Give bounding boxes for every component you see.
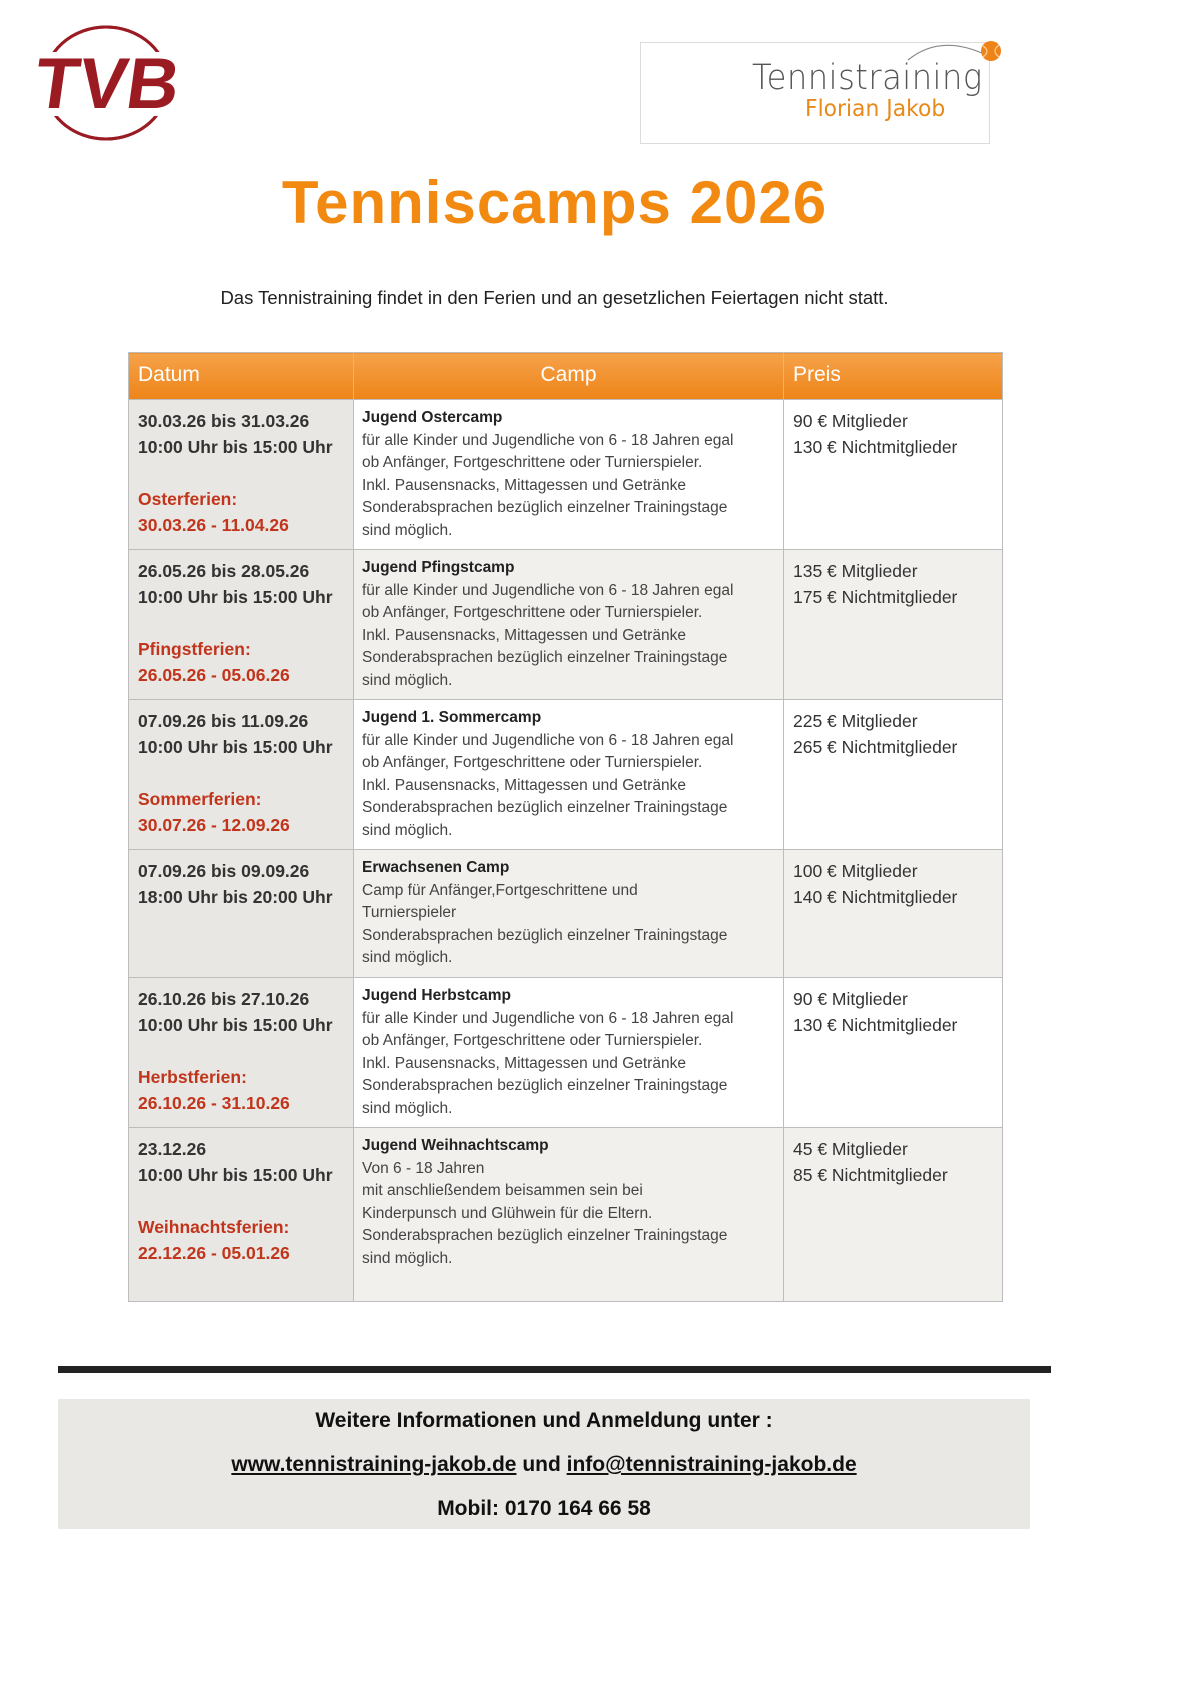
table-row xyxy=(129,550,1003,700)
footer-conjunction: und xyxy=(522,1453,561,1476)
camp-time: 18:00 Uhr bis 20:00 Uhr xyxy=(138,887,333,907)
camp-line: Von 6 - 18 Jahren xyxy=(362,1159,485,1177)
camp-name: Jugend 1. Sommercamp xyxy=(362,709,542,726)
camp-line: sind möglich. xyxy=(362,1249,453,1267)
camp-cell xyxy=(354,550,784,700)
camp-line: ob Anfänger, Fortgeschrittene oder Turnierspieler. xyxy=(362,1032,703,1049)
price-members: 225 € Mitglieder xyxy=(793,711,918,731)
price-non-members: 85 € Nichtmitglieder xyxy=(793,1165,948,1185)
footer-contact-line xyxy=(58,1453,1030,1477)
camp-cell xyxy=(354,978,784,1128)
brand-name: Tennistraining xyxy=(752,58,983,98)
price-cell xyxy=(784,400,1003,550)
camp-cell xyxy=(354,1128,784,1302)
camp-line: Sonderabsprachen bezüglich einzelner Trainingstage xyxy=(362,1227,728,1244)
tvb-logo-text: TVB xyxy=(29,44,185,124)
holiday-range: 26.10.26 - 31.10.26 xyxy=(138,1093,290,1113)
camp-date: 26.10.26 bis 27.10.26 xyxy=(138,989,310,1009)
camps-table xyxy=(128,352,1003,1302)
camp-time: 10:00 Uhr bis 15:00 Uhr xyxy=(138,1015,333,1035)
table-row xyxy=(129,700,1003,850)
price-non-members: 130 € Nichtmitglieder xyxy=(793,1015,958,1035)
table-row xyxy=(129,400,1003,550)
column-header-camp: Camp xyxy=(354,353,784,400)
price-cell xyxy=(784,1128,1003,1302)
camp-line: Sonderabsprachen bezüglich einzelner Trainingstage xyxy=(362,1077,728,1094)
camp-line: sind möglich. xyxy=(362,1099,453,1117)
price-non-members: 140 € Nichtmitglieder xyxy=(793,887,958,907)
camp-date: 30.03.26 bis 31.03.26 xyxy=(138,411,310,431)
table-row xyxy=(129,1128,1003,1302)
camp-line: für alle Kinder und Jugendliche von 6 - 18 Jahren egal xyxy=(362,1009,734,1027)
camp-line: Camp für Anfänger,Fortgeschrittene und xyxy=(362,881,638,899)
camp-name: Jugend Weihnachtscamp xyxy=(362,1137,549,1154)
table-row xyxy=(129,978,1003,1128)
footer-info-box xyxy=(58,1399,1030,1529)
camp-cell xyxy=(354,700,784,850)
camp-line: sind möglich. xyxy=(362,521,453,539)
camp-name: Jugend Herbstcamp xyxy=(362,987,512,1004)
camp-line: Sonderabsprachen bezüglich einzelner Trainingstage xyxy=(362,926,728,944)
price-cell xyxy=(784,978,1003,1128)
holiday-label: Weihnachtsferien: xyxy=(138,1217,290,1237)
date-cell xyxy=(129,978,354,1128)
camp-line: für alle Kinder und Jugendliche von 6 - 18 Jahren egal xyxy=(362,731,734,749)
holiday-label: Pfingstferien: xyxy=(138,639,251,659)
email-link[interactable]: info@tennistraining-jakob.de xyxy=(566,1453,857,1476)
price-non-members: 130 € Nichtmitglieder xyxy=(793,437,958,457)
table-header-row xyxy=(129,353,1003,400)
date-cell xyxy=(129,700,354,850)
price-cell xyxy=(784,550,1003,700)
holiday-range: 22.12.26 - 05.01.26 xyxy=(138,1243,290,1263)
price-members: 45 € Mitglieder xyxy=(793,1139,908,1159)
camp-line: Sonderabsprachen bezüglich einzelner Trainingstage xyxy=(362,649,728,666)
brand-subtitle: Florian Jakob xyxy=(805,96,946,122)
price-non-members: 175 € Nichtmitglieder xyxy=(793,587,958,607)
table-row xyxy=(129,850,1003,978)
camp-line: sind möglich. xyxy=(362,821,453,839)
camp-line: sind möglich. xyxy=(362,671,453,689)
camp-line: Sonderabsprachen bezüglich einzelner Trainingstage xyxy=(362,499,728,516)
holiday-range: 30.07.26 - 12.09.26 xyxy=(138,815,290,835)
camp-date: 23.12.26 xyxy=(138,1139,207,1159)
camp-date: 26.05.26 bis 28.05.26 xyxy=(138,561,310,581)
camp-line: Inkl. Pausensnacks, Mittagessen und Getränke xyxy=(362,1054,686,1072)
footer-heading: Weitere Informationen und Anmeldung unter : xyxy=(315,1409,773,1432)
camp-time: 10:00 Uhr bis 15:00 Uhr xyxy=(138,437,333,457)
holiday-label: Herbstferien: xyxy=(138,1067,247,1087)
camp-line: Kinderpunsch und Glühwein für die Eltern. xyxy=(362,1204,653,1222)
price-members: 100 € Mitglieder xyxy=(793,861,918,881)
camp-time: 10:00 Uhr bis 15:00 Uhr xyxy=(138,587,333,607)
camp-line: Sonderabsprachen bezüglich einzelner Trainingstage xyxy=(362,799,728,816)
holiday-range: 30.03.26 - 11.04.26 xyxy=(138,515,289,535)
camp-time: 10:00 Uhr bis 15:00 Uhr xyxy=(138,1165,333,1185)
date-cell xyxy=(129,1128,354,1302)
camp-cell xyxy=(354,400,784,550)
holiday-label: Osterferien: xyxy=(138,489,238,509)
price-cell xyxy=(784,700,1003,850)
camp-line: mit anschließendem beisammen sein bei xyxy=(362,1182,643,1199)
website-link[interactable]: www.tennistraining-jakob.de xyxy=(231,1453,517,1476)
tennistraining-logo xyxy=(640,40,1002,144)
camp-line: ob Anfänger, Fortgeschrittene oder Turnierspieler. xyxy=(362,454,703,471)
camp-line: sind möglich. xyxy=(362,949,453,966)
footer-divider xyxy=(58,1366,1051,1373)
camp-line: Inkl. Pausensnacks, Mittagessen und Getränke xyxy=(362,476,686,494)
camp-name: Erwachsenen Camp xyxy=(362,859,510,876)
tennis-ball-icon xyxy=(980,40,1002,62)
camp-line: für alle Kinder und Jugendliche von 6 - 18 Jahren egal xyxy=(362,431,734,449)
price-members: 90 € Mitglieder xyxy=(793,989,908,1009)
holiday-label: Sommerferien: xyxy=(138,789,262,809)
camp-line: Inkl. Pausensnacks, Mittagessen und Getränke xyxy=(362,626,686,644)
camp-time: 10:00 Uhr bis 15:00 Uhr xyxy=(138,737,333,757)
camp-name: Jugend Ostercamp xyxy=(362,409,503,426)
date-cell xyxy=(129,850,354,978)
holiday-range: 26.05.26 - 05.06.26 xyxy=(138,665,290,685)
price-members: 135 € Mitglieder xyxy=(793,561,918,581)
camp-date: 07.09.26 bis 09.09.26 xyxy=(138,861,310,881)
camp-cell xyxy=(354,850,784,978)
tvb-logo xyxy=(22,22,190,144)
price-members: 90 € Mitglieder xyxy=(793,411,908,431)
camp-line: Turnierspieler xyxy=(362,904,457,921)
camp-name: Jugend Pfingstcamp xyxy=(362,559,515,576)
camp-date: 07.09.26 bis 11.09.26 xyxy=(138,711,309,731)
price-non-members: 265 € Nichtmitglieder xyxy=(793,737,958,757)
page-title: Tenniscamps 2026 xyxy=(281,169,828,236)
camp-line: Inkl. Pausensnacks, Mittagessen und Getränke xyxy=(362,776,686,794)
camp-line: ob Anfänger, Fortgeschrittene oder Turnierspieler. xyxy=(362,604,703,621)
footer-phone: Mobil: 0170 164 66 58 xyxy=(437,1497,651,1520)
price-cell xyxy=(784,850,1003,978)
camp-line: ob Anfänger, Fortgeschrittene oder Turnierspieler. xyxy=(362,754,703,771)
date-cell xyxy=(129,400,354,550)
column-header-date: Datum xyxy=(129,353,354,400)
date-cell xyxy=(129,550,354,700)
camp-line: für alle Kinder und Jugendliche von 6 - 18 Jahren egal xyxy=(362,581,734,599)
column-header-price: Preis xyxy=(784,353,1003,400)
page-subtitle: Das Tennistraining findet in den Ferien und an gesetzlichen Feiertagen nicht statt. xyxy=(220,287,889,308)
